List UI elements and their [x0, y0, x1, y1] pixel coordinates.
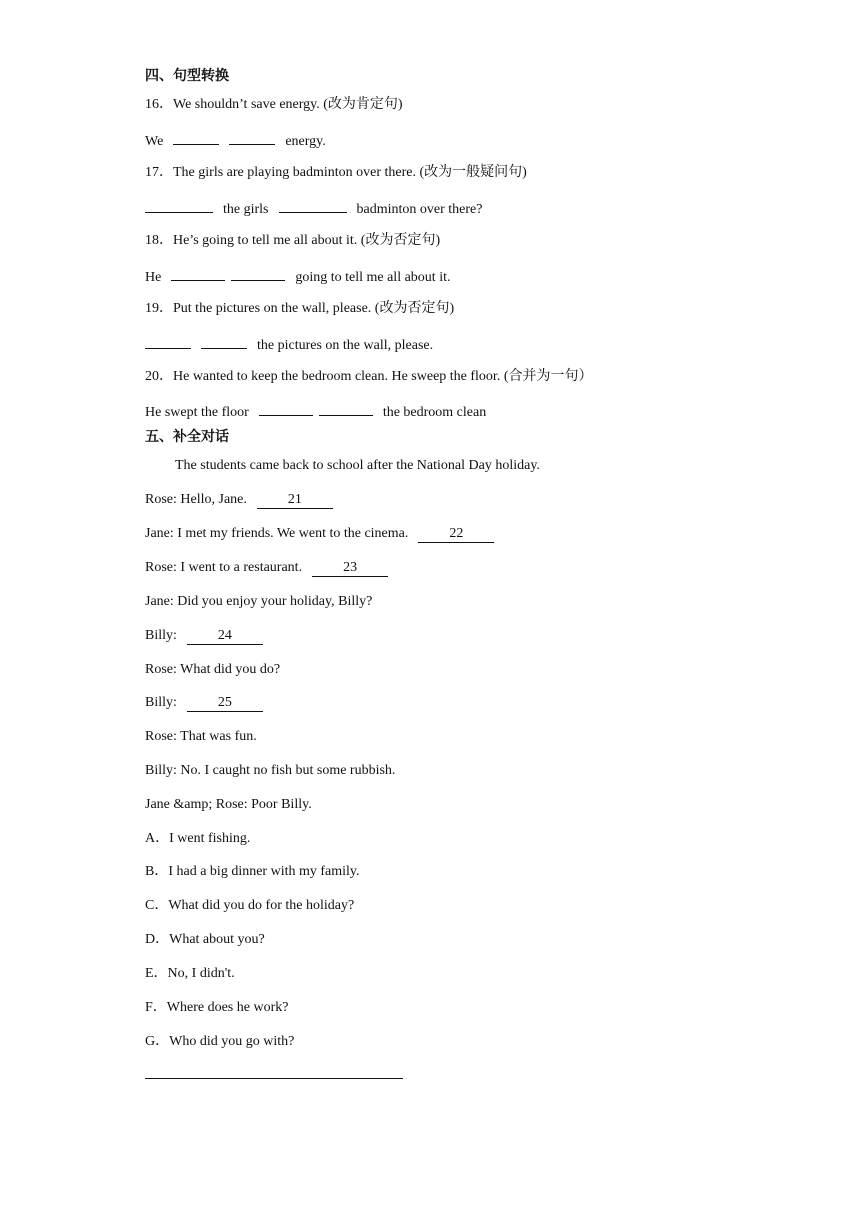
question-18-prompt: 18．He’s going to tell me all about it. (改为否定句) [145, 233, 441, 248]
dialogue-blank-23[interactable]: 23 [312, 560, 388, 577]
q16-post-text: energy. [285, 134, 326, 149]
dialogue-line [145, 491, 333, 509]
footer-divider [145, 1078, 403, 1079]
q20-pre-text: He swept the floor [145, 405, 249, 420]
answer-blank[interactable] [259, 401, 313, 416]
dialogue-blank-24[interactable]: 24 [187, 628, 263, 645]
dialogue-line [145, 559, 388, 577]
option-c: C．What did you do for the holiday? [145, 898, 355, 913]
dialogue-line [145, 627, 263, 645]
dialogue-intro: The students came back to school after the National Day holiday. [175, 458, 540, 473]
q16-pre-text: We [145, 134, 164, 149]
answer-blank[interactable] [319, 401, 373, 416]
option-e: E．No, I didn't. [145, 966, 235, 981]
answer-blank[interactable] [145, 198, 213, 213]
dialogue-line: Jane: Did you enjoy your holiday, Billy? [145, 594, 373, 609]
answer-blank[interactable] [171, 266, 225, 281]
dialogue-line: Rose: What did you do? [145, 662, 281, 677]
answer-blank[interactable] [145, 334, 191, 349]
answer-blank[interactable] [279, 198, 347, 213]
answer-blank[interactable] [173, 130, 219, 145]
dialogue-text: Jane: I met my friends. We went to the cinema. [145, 526, 409, 541]
q18-post-text: going to tell me all about it. [295, 270, 451, 285]
dialogue-line: Rose: That was fun. [145, 729, 257, 744]
section-heading-5: 五、补全对话 [145, 429, 229, 445]
q17-post-text: badminton over there? [356, 202, 483, 217]
dialogue-blank-21[interactable]: 21 [257, 492, 333, 509]
dialogue-text: Rose: Hello, Jane. [145, 492, 247, 507]
dialogue-line: Jane &amp; Rose: Poor Billy. [145, 797, 312, 812]
dialogue-text: Billy: [145, 628, 177, 643]
question-20-prompt: 20．He wanted to keep the bedroom clean. He sweep the floor. (合并为一句） [145, 369, 593, 384]
dialogue-blank-25[interactable]: 25 [187, 695, 263, 712]
question-18-answer-line [145, 266, 450, 287]
dialogue-blank-22[interactable]: 22 [418, 526, 494, 543]
option-d: D．What about you? [145, 932, 265, 947]
answer-blank[interactable] [231, 266, 285, 281]
q20-post-text: the bedroom clean [382, 405, 487, 420]
dialogue-text: Billy: [145, 695, 177, 710]
question-16-answer-line [145, 130, 326, 151]
option-b: B．I had a big dinner with my family. [145, 864, 360, 879]
question-19-answer-line [145, 334, 433, 355]
question-19-prompt: 19．Put the pictures on the wall, please. (改为否定句) [145, 301, 455, 316]
dialogue-text: Rose: I went to a restaurant. [145, 560, 303, 575]
question-16-prompt: 16．We shouldn’t save energy. (改为肯定句) [145, 97, 403, 112]
dialogue-line [145, 525, 494, 543]
q18-pre-text: He [145, 270, 162, 285]
option-f: F．Where does he work? [145, 1000, 289, 1015]
option-g: G．Who did you go with? [145, 1034, 295, 1049]
q19-post-text: the pictures on the wall, please. [257, 338, 434, 353]
option-a: A．I went fishing. [145, 831, 251, 846]
dialogue-line: Billy: No. I caught no fish but some rubbish. [145, 763, 396, 778]
answer-blank[interactable] [229, 130, 275, 145]
q17-mid-text: the girls [223, 202, 269, 217]
question-20-answer-line [145, 401, 486, 422]
answer-blank[interactable] [201, 334, 247, 349]
dialogue-line [145, 694, 263, 712]
question-17-prompt: 17．The girls are playing badminton over there. (改为一般疑问句) [145, 165, 527, 180]
question-17-answer-line [145, 198, 482, 219]
section-heading-4: 四、句型转换 [145, 68, 229, 84]
